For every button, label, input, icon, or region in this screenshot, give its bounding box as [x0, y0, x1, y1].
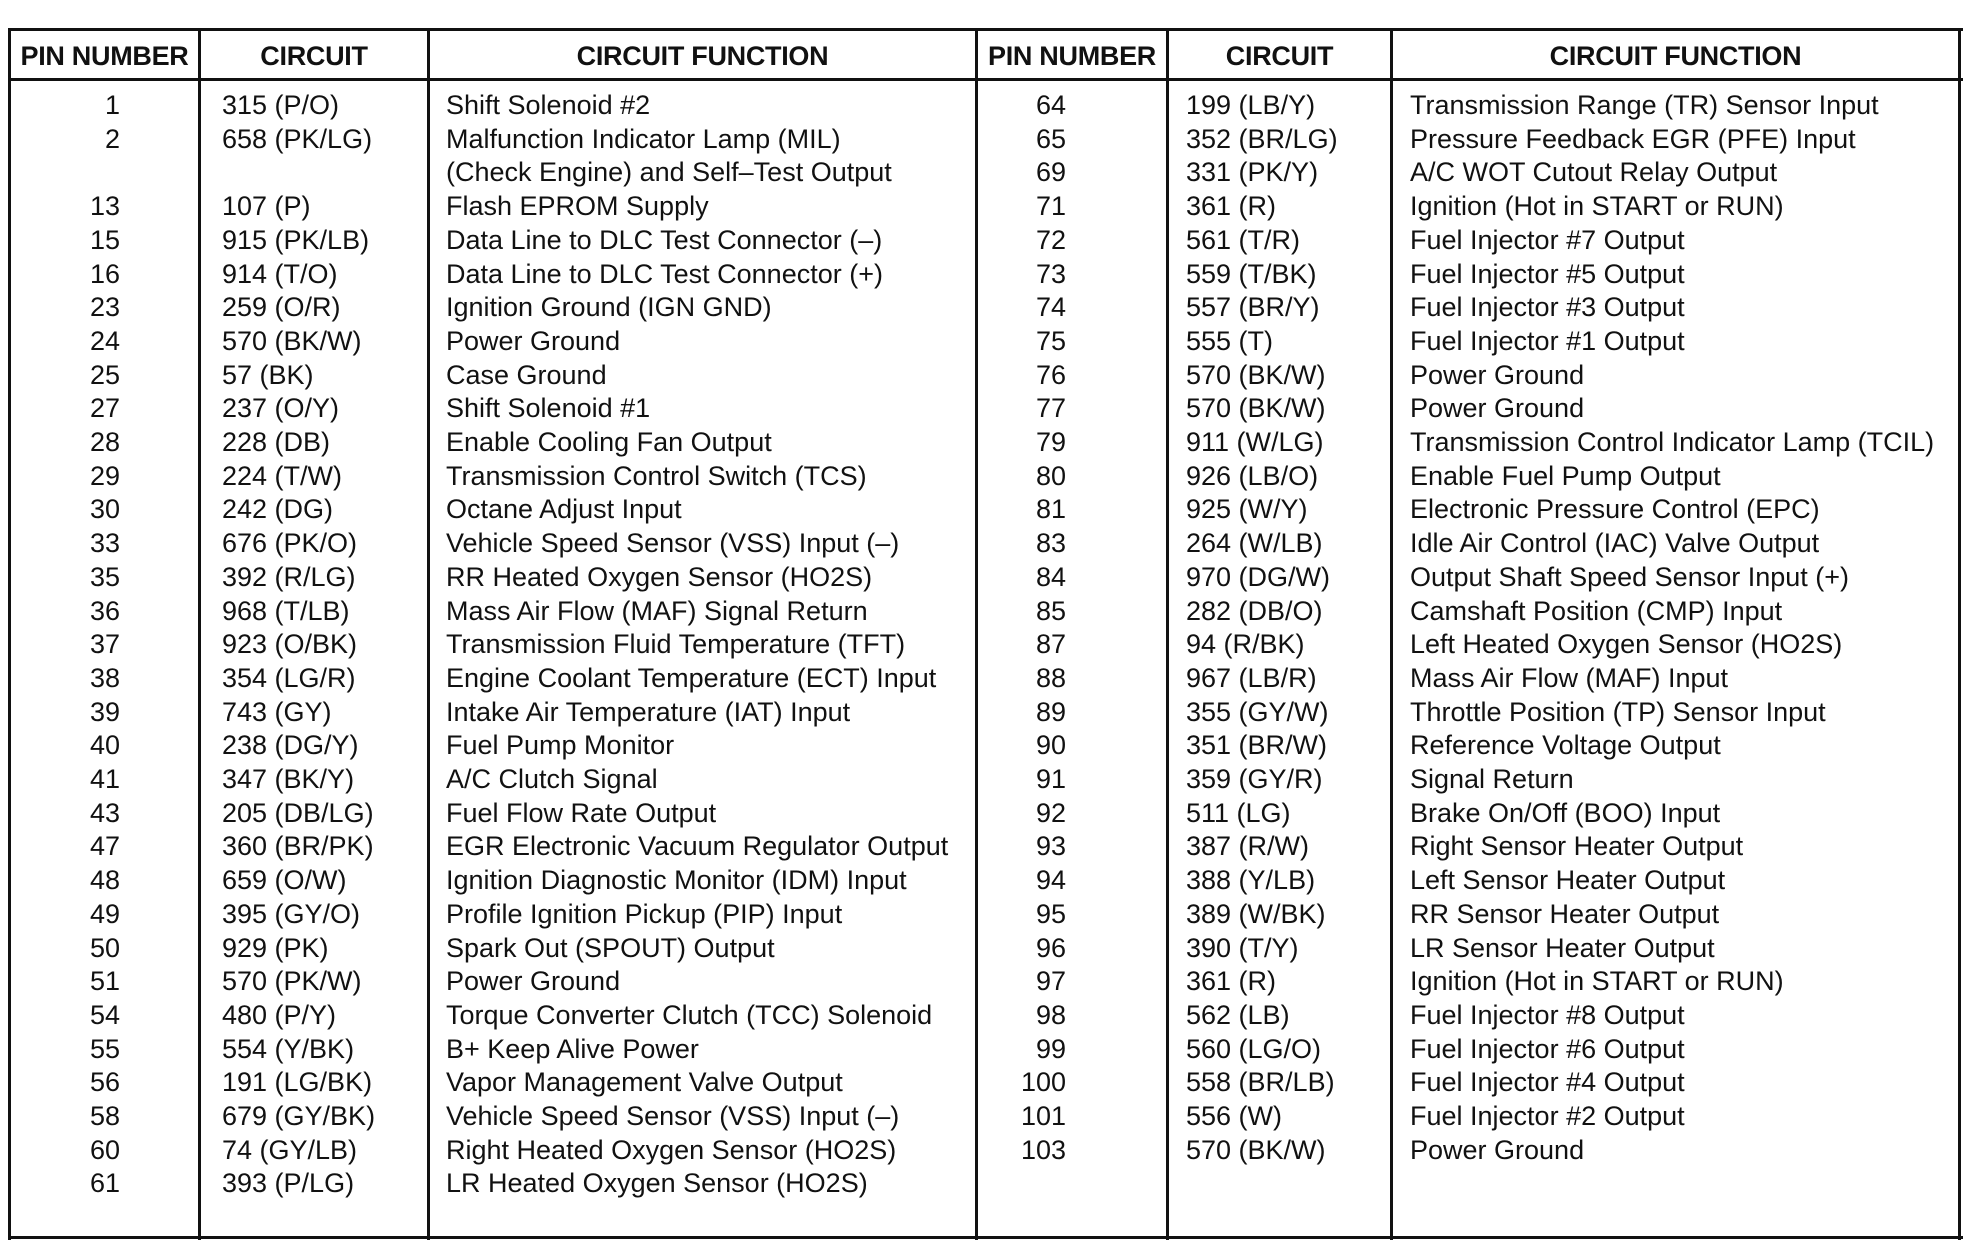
cell-function: Power Ground [446, 966, 621, 997]
cell-function: Transmission Control Switch (TCS) [446, 460, 867, 491]
cell-circuit: 570 (BK/W) [1186, 359, 1326, 390]
cell-pin: 2 [104, 123, 120, 154]
cell-function: Vehicle Speed Sensor (VSS) Input (–) [446, 1101, 900, 1131]
cell-circuit: 107 (P) [222, 191, 311, 222]
cell-function: A/C Clutch Signal [446, 764, 658, 794]
cell-circuit: 923 (O/BK) [222, 629, 358, 660]
cell-function: Camshaft Position (CMP) Input [1410, 595, 1783, 626]
cell-pin: 92 [1035, 797, 1066, 828]
table-bottom-border [8, 1236, 1963, 1239]
cell-pin: 75 [1035, 325, 1066, 356]
cell-function: Electronic Pressure Control (EPC) [1410, 494, 1820, 525]
cell-circuit: 224 (T/W) [222, 460, 343, 491]
cell-pin: 99 [1035, 1033, 1066, 1064]
cell-function: Transmission Control Indicator Lamp (TCIL) [1410, 427, 1935, 457]
cell-circuit: 911 (W/LG) [1186, 427, 1324, 457]
cell-function: RR Heated Oxygen Sensor (HO2S) [446, 561, 873, 592]
cell-pin: 79 [1035, 427, 1066, 457]
cell-pin: 47 [89, 831, 120, 862]
cell-pin: 54 [89, 999, 120, 1030]
cell-circuit: 679 (GY/BK) [222, 1101, 376, 1131]
cell-function: Fuel Injector #2 Output [1410, 1101, 1685, 1131]
cell-circuit: 388 (Y/LB) [1186, 865, 1316, 896]
cell-pin: 38 [89, 662, 120, 693]
cell-pin: 77 [1035, 393, 1066, 424]
cell-circuit: 259 (O/R) [222, 292, 341, 323]
cell-pin: 25 [89, 359, 120, 390]
cell-function: EGR Electronic Vacuum Regulator Output [446, 831, 949, 862]
cell-function: Fuel Injector #5 Output [1410, 258, 1685, 289]
cell-function: Right Sensor Heater Output [1410, 831, 1744, 862]
cell-pin: 83 [1035, 528, 1066, 559]
cell-pin: 27 [89, 393, 120, 424]
cell-circuit: 361 (R) [1186, 191, 1277, 222]
cell-pin: 61 [89, 1168, 120, 1199]
cell-function: Power Ground [1410, 393, 1585, 424]
cell-pin: 50 [89, 932, 120, 963]
cell-circuit: 554 (Y/BK) [222, 1033, 355, 1064]
cell-function: Enable Cooling Fan Output [446, 427, 772, 457]
cell-function: Mass Air Flow (MAF) Input [1410, 662, 1729, 693]
header-circuit-function: CIRCUIT FUNCTION [1549, 40, 1802, 71]
cell-pin: 96 [1035, 932, 1066, 963]
cell-circuit: 387 (R/W) [1186, 831, 1310, 862]
cell-pin: 55 [89, 1033, 120, 1064]
cell-function: Data Line to DLC Test Connector (+) [446, 258, 883, 289]
cell-function: Vehicle Speed Sensor (VSS) Input (–) [446, 528, 900, 559]
cell-function: Ignition (Hot in START or RUN) [1410, 966, 1784, 997]
cell-circuit: 264 (W/LB) [1186, 528, 1323, 559]
cell-circuit: 968 (T/LB) [222, 595, 350, 626]
cell-pin: 49 [89, 898, 120, 929]
cell-function: A/C WOT Cutout Relay Output [1410, 157, 1778, 188]
cell-pin: 69 [1035, 157, 1066, 188]
cell-circuit: 967 (LB/R) [1186, 662, 1317, 693]
cell-function: Transmission Fluid Temperature (TFT) [446, 629, 906, 660]
cell-pin: 15 [89, 224, 120, 255]
cell-pin: 74 [1035, 292, 1066, 323]
header-circuit: CIRCUIT [1225, 40, 1334, 71]
cell-circuit: 191 (LG/BK) [222, 1067, 373, 1098]
cell-circuit: 282 (DB/O) [1186, 595, 1323, 626]
cell-circuit: 480 (P/Y) [222, 999, 337, 1030]
cell-function: Fuel Pump Monitor [446, 730, 675, 761]
cell-pin: 24 [89, 325, 120, 356]
cell-circuit: 360 (BR/PK) [222, 831, 374, 862]
header-divider [8, 78, 1963, 81]
cell-circuit: 560 (LG/O) [1186, 1033, 1322, 1064]
cell-function: Shift Solenoid #2 [446, 90, 651, 120]
cell-circuit: 511 (LG) [1186, 797, 1291, 828]
cell-pin: 65 [1035, 123, 1066, 154]
cell-circuit: 389 (W/BK) [1186, 898, 1326, 929]
cell-pin: 95 [1035, 898, 1066, 929]
cell-circuit: 238 (DG/Y) [222, 730, 359, 761]
col-divider [427, 30, 430, 1240]
cell-pin: 98 [1035, 999, 1066, 1030]
cell-circuit: 392 (R/LG) [222, 561, 356, 592]
cell-pin: 73 [1035, 258, 1066, 289]
header-pin-number: PIN NUMBER [987, 40, 1156, 71]
cell-circuit: 74 (GY/LB) [222, 1134, 358, 1165]
cell-circuit: 237 (O/Y) [222, 393, 340, 424]
cell-pin: 84 [1035, 561, 1066, 592]
cell-circuit: 556 (W) [1186, 1101, 1283, 1131]
cell-circuit: 743 (GY) [222, 696, 332, 727]
cell-function: Throttle Position (TP) Sensor Input [1410, 696, 1826, 727]
cell-pin: 39 [89, 696, 120, 727]
cell-pin: 56 [89, 1067, 120, 1098]
cell-function: Spark Out (SPOUT) Output [446, 932, 775, 963]
cell-pin: 51 [89, 966, 120, 997]
cell-circuit: 570 (BK/W) [1186, 393, 1326, 424]
cell-function: Mass Air Flow (MAF) Signal Return [446, 595, 868, 626]
cell-function: Power Ground [1410, 359, 1585, 390]
cell-pin: 16 [89, 258, 120, 289]
cell-circuit: 347 (BK/Y) [222, 764, 355, 794]
cell-circuit: 557 (BR/Y) [1186, 292, 1320, 323]
cell-pin: 90 [1035, 730, 1066, 761]
col-divider [1390, 30, 1393, 1240]
cell-circuit: 351 (BR/W) [1186, 730, 1328, 761]
cell-pin: 28 [89, 427, 120, 457]
cell-pin: 13 [89, 191, 120, 222]
cell-pin: 71 [1035, 191, 1066, 222]
cell-function: Fuel Injector #8 Output [1410, 999, 1685, 1030]
col-divider [198, 30, 201, 1240]
header-pin-number: PIN NUMBER [20, 40, 189, 71]
cell-function: Shift Solenoid #1 [446, 393, 651, 424]
cell-function: Fuel Injector #6 Output [1410, 1033, 1685, 1064]
cell-circuit: 555 (T) [1186, 325, 1274, 356]
cell-circuit: 355 (GY/W) [1186, 696, 1329, 727]
cell-function: Enable Fuel Pump Output [1410, 460, 1721, 491]
cell-function: Data Line to DLC Test Connector (–) [446, 224, 883, 255]
cell-function: Pressure Feedback EGR (PFE) Input [1410, 123, 1856, 154]
cell-circuit: 359 (GY/R) [1186, 764, 1323, 794]
cell-circuit: 395 (GY/O) [222, 898, 361, 929]
cell-pin [70, 155, 120, 189]
col-divider [975, 30, 978, 1240]
cell-circuit: 925 (W/Y) [1186, 494, 1308, 525]
cell-circuit: 331 (PK/Y) [1186, 157, 1319, 188]
cell-pin: 48 [89, 865, 120, 896]
header-circuit: CIRCUIT [260, 40, 368, 71]
cell-pin: 41 [89, 764, 120, 794]
cell-circuit: 199 (LB/Y) [1186, 90, 1316, 120]
cell-function: (Check Engine) and Self–Test Output [446, 157, 892, 188]
cell-function: Malfunction Indicator Lamp (MIL) [446, 123, 841, 154]
cell-function: Power Ground [446, 325, 621, 356]
cell-function: Ignition (Hot in START or RUN) [1410, 191, 1784, 222]
cell-circuit: 562 (LB) [1186, 999, 1290, 1030]
cell-function: LR Heated Oxygen Sensor (HO2S) [446, 1168, 868, 1199]
cell-function: Left Heated Oxygen Sensor (HO2S) [1410, 629, 1843, 660]
cell-pin: 35 [89, 561, 120, 592]
cell-function: Vapor Management Valve Output [446, 1067, 843, 1098]
cell-pin: 76 [1035, 359, 1066, 390]
cell-circuit: 929 (PK) [222, 932, 329, 963]
cell-pin: 37 [89, 629, 120, 660]
cell-circuit: 205 (DB/LG) [222, 797, 374, 828]
cell-circuit: 242 (DG) [222, 494, 334, 525]
cell-function: Case Ground [446, 359, 607, 390]
cell-circuit: 94 (R/BK) [1186, 629, 1305, 660]
cell-pin: 103 [1020, 1134, 1066, 1165]
cell-function: Intake Air Temperature (IAT) Input [446, 696, 851, 727]
col-divider [1166, 30, 1169, 1240]
cell-function: Fuel Flow Rate Output [446, 797, 717, 828]
cell-function: Octane Adjust Input [446, 494, 682, 525]
cell-circuit: 926 (LB/O) [1186, 460, 1319, 491]
cell-pin: 33 [89, 528, 120, 559]
cell-pin: 29 [89, 460, 120, 491]
cell-function: Ignition Diagnostic Monitor (IDM) Input [446, 865, 907, 896]
cell-function: Fuel Injector #7 Output [1410, 224, 1685, 255]
cell-function: Idle Air Control (IAC) Valve Output [1410, 528, 1820, 559]
cell-circuit: 315 (P/O) [222, 90, 340, 120]
cell-function: Power Ground [1410, 1134, 1585, 1165]
cell-circuit: 354 (LG/R) [222, 662, 356, 693]
cell-circuit: 570 (PK/W) [222, 966, 362, 997]
cell-pin: 93 [1035, 831, 1066, 862]
cell-pin: 80 [1035, 460, 1066, 491]
cell-pin: 23 [89, 292, 120, 323]
cell-circuit: 970 (DG/W) [1186, 561, 1331, 592]
cell-circuit: 570 (BK/W) [222, 325, 362, 356]
cell-function: RR Sensor Heater Output [1410, 898, 1720, 929]
cell-pin: 91 [1035, 764, 1066, 794]
cell-circuit: 570 (BK/W) [1186, 1134, 1326, 1165]
cell-function: Brake On/Off (BOO) Input [1410, 797, 1721, 828]
cell-circuit: 390 (T/Y) [1186, 932, 1299, 963]
cell-circuit: 915 (PK/LB) [222, 224, 370, 255]
cell-function: Fuel Injector #4 Output [1410, 1067, 1685, 1098]
cell-pin: 87 [1035, 629, 1066, 660]
cell-pin: 58 [89, 1101, 120, 1131]
col-divider [8, 30, 11, 1240]
cell-pin: 101 [1020, 1101, 1066, 1131]
cell-circuit: 659 (O/W) [222, 865, 347, 896]
cell-pin: 64 [1035, 90, 1066, 120]
cell-function: B+ Keep Alive Power [446, 1033, 699, 1064]
cell-function: Torque Converter Clutch (TCC) Solenoid [446, 999, 933, 1030]
cell-pin: 36 [89, 595, 120, 626]
cell-function: Engine Coolant Temperature (ECT) Input [446, 662, 937, 693]
cell-circuit: 561 (T/R) [1186, 224, 1301, 255]
cell-pin: 1 [104, 90, 120, 120]
table-top-border [8, 28, 1963, 31]
cell-function: Signal Return [1410, 764, 1574, 794]
cell-pin: 30 [89, 494, 120, 525]
cell-pin: 40 [89, 730, 120, 761]
cell-pin: 72 [1035, 224, 1066, 255]
cell-function: Fuel Injector #1 Output [1410, 325, 1685, 356]
cell-function: Flash EPROM Supply [446, 191, 709, 222]
cell-function: Fuel Injector #3 Output [1410, 292, 1685, 323]
col-divider [1958, 30, 1961, 1240]
cell-pin: 94 [1035, 865, 1066, 896]
cell-function: Output Shaft Speed Sensor Input (+) [1410, 561, 1850, 592]
cell-pin: 85 [1035, 595, 1066, 626]
cell-circuit: 57 (BK) [222, 359, 314, 390]
cell-pin: 88 [1035, 662, 1066, 693]
cell-circuit: 559 (T/BK) [1186, 258, 1317, 289]
cell-pin: 43 [89, 797, 120, 828]
cell-circuit: 393 (P/LG) [222, 1168, 355, 1199]
cell-function: Right Heated Oxygen Sensor (HO2S) [446, 1134, 897, 1165]
cell-circuit: 361 (R) [1186, 966, 1277, 997]
cell-function: Profile Ignition Pickup (PIP) Input [446, 898, 843, 929]
cell-pin: 89 [1035, 696, 1066, 727]
cell-function: Transmission Range (TR) Sensor Input [1410, 90, 1879, 120]
cell-pin: 97 [1035, 966, 1066, 997]
cell-circuit: 676 (PK/O) [222, 528, 358, 559]
cell-circuit: 228 (DB) [222, 427, 331, 457]
cell-pin: 81 [1035, 494, 1066, 525]
cell-function: Left Sensor Heater Output [1410, 865, 1726, 896]
cell-function: Reference Voltage Output [1410, 730, 1721, 761]
cell-circuit: 914 (T/O) [222, 258, 338, 289]
cell-function: Ignition Ground (IGN GND) [446, 292, 772, 323]
cell-circuit: 352 (BR/LG) [1186, 123, 1338, 154]
cell-pin: 100 [1020, 1067, 1066, 1098]
cell-circuit: 658 (PK/LG) [222, 123, 373, 154]
header-circuit-function: CIRCUIT FUNCTION [576, 40, 829, 71]
cell-function: LR Sensor Heater Output [1410, 932, 1715, 963]
cell-pin: 60 [89, 1134, 120, 1165]
cell-circuit: 558 (BR/LB) [1186, 1067, 1335, 1098]
